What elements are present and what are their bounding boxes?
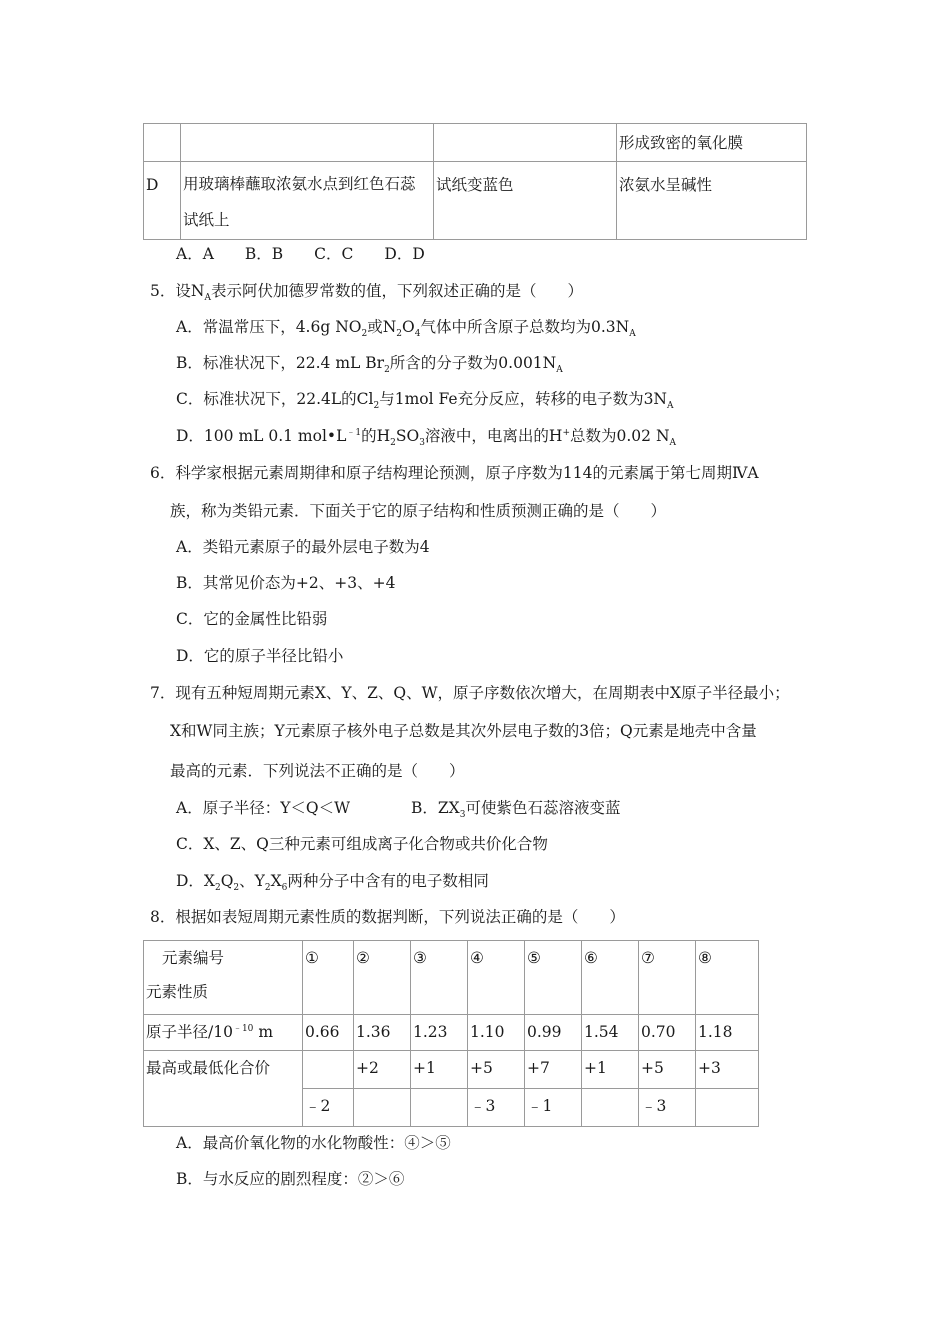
min-valence: ﹣2 xyxy=(303,1089,354,1127)
q5-option-c: C．标准状况下，22.4L的$Cl_2$与1mol Fe充分反应，转移的电子数为$3N_A$ xyxy=(176,390,674,412)
q6-option-d: D．它的原子半径比铅小 xyxy=(176,647,344,665)
q7-option-a: A．原子半径：Y＜Q＜W xyxy=(176,799,351,817)
table-cell: 浓氨水呈碱性 xyxy=(617,162,807,240)
radius-value: 0.99 xyxy=(525,1015,582,1051)
radius-label: 原子半径$/10^{﹣10}$ m xyxy=(144,1015,303,1051)
max-valence: +5 xyxy=(639,1051,696,1089)
cell-text: 试纸上 xyxy=(183,211,230,229)
radius-value: 1.23 xyxy=(411,1015,468,1051)
element-number: ⑧ xyxy=(696,941,759,1015)
q5-option-d: D．100 mL 0.1 $mol•L^{﹣1}$的$H_2SO_3$溶液中，电离出的H+总数为0.02 $N_A$ xyxy=(176,427,677,449)
element-number: ⑤ xyxy=(525,941,582,1015)
radius-value: 1.10 xyxy=(468,1015,525,1051)
min-valence: ﹣3 xyxy=(639,1089,696,1127)
min-valence xyxy=(411,1089,468,1127)
header-cell xyxy=(144,941,303,1015)
q5-option-b: B．标准状况下，22.4 mL $Br_2$所含的分子数为$0.001N_A$ xyxy=(176,354,563,376)
q7-stem-line3: 最高的元素．下列说法不正确的是（ ） xyxy=(170,762,465,780)
q7-option-d: D．$X_2Q_2$、$Y_2X_6$两种分子中含有的电子数相同 xyxy=(176,872,489,894)
table-cell xyxy=(181,162,434,240)
table-cell: 形成致密的氧化膜 xyxy=(617,124,807,162)
table-cell xyxy=(434,124,617,162)
q7-stem-line2: X和W同主族；Y元素原子核外电子总数是其次外层电子数的3倍；Q元素是地壳中含量 xyxy=(170,722,757,740)
element-number: ④ xyxy=(468,941,525,1015)
radius-value: 0.70 xyxy=(639,1015,696,1051)
q6-option-a: A．类铅元素原子的最外层电子数为4 xyxy=(176,538,430,556)
element-number: ⑦ xyxy=(639,941,696,1015)
q7-option-b: B．$ZX_3$可使紫色石蕊溶液变蓝 xyxy=(411,799,621,821)
min-valence: ﹣3 xyxy=(468,1089,525,1127)
element-number: ③ xyxy=(411,941,468,1015)
element-number: ① xyxy=(303,941,354,1015)
radius-value: 1.36 xyxy=(354,1015,411,1051)
max-valence: +1 xyxy=(411,1051,468,1089)
q6-stem-line1: 6．科学家根据元素周期律和原子结构理论预测，原子序数为114的元素属于第七周期ⅣA xyxy=(150,464,759,482)
min-valence xyxy=(354,1089,411,1127)
header-top-label: 元素编号 xyxy=(162,949,225,967)
max-valence: +7 xyxy=(525,1051,582,1089)
table-cell xyxy=(144,124,181,162)
q8-stem: 8．根据如表短周期元素性质的数据判断，下列说法正确的是（ ） xyxy=(150,908,625,926)
max-valence: +1 xyxy=(582,1051,639,1089)
element-number: ⑥ xyxy=(582,941,639,1015)
radius-value: 0.66 xyxy=(303,1015,354,1051)
radius-value: 1.54 xyxy=(582,1015,639,1051)
element-property-table xyxy=(143,940,759,1127)
q5-stem: 5．设$N_A$表示阿伏加德罗常数的值，下列叙述正确的是（ ） xyxy=(150,282,583,304)
q6-option-c: C．它的金属性比铅弱 xyxy=(176,610,328,628)
q5-option-a: A．常温常压下，4.6g $NO_2$或$N_2O_4$气体中所含原子总数均为$0.3N_A$ xyxy=(176,318,636,340)
min-valence xyxy=(582,1089,639,1127)
q8-option-b: B．与水反应的剧烈程度：②＞⑥ xyxy=(176,1170,405,1188)
q7-stem-line1: 7．现有五种短周期元素X、Y、Z、Q、W，原子序数依次增大，在周期表中X原子半径最小； xyxy=(150,684,790,702)
max-valence: +2 xyxy=(354,1051,411,1089)
header-bottom-label: 元素性质 xyxy=(146,983,209,1001)
min-valence: ﹣1 xyxy=(525,1089,582,1127)
cell-text: 用玻璃棒蘸取浓氨水点到红色石蕊 xyxy=(183,175,416,193)
q4-options: A．A B．B C．C D．D xyxy=(176,245,425,263)
q6-stem-line2: 族，称为类铅元素．下面关于它的原子结构和性质预测正确的是（ ） xyxy=(170,502,667,520)
table-cell xyxy=(181,124,434,162)
max-valence: +5 xyxy=(468,1051,525,1089)
radius-value: 1.18 xyxy=(696,1015,759,1051)
min-valence xyxy=(696,1089,759,1127)
max-valence: +3 xyxy=(696,1051,759,1089)
element-number: ② xyxy=(354,941,411,1015)
valence-label: 最高或最低化合价 xyxy=(144,1051,303,1127)
answer-table-q4 xyxy=(143,123,807,240)
q8-option-a: A．最高价氧化物的水化物酸性：④＞⑤ xyxy=(176,1134,451,1152)
q7-option-c: C．X、Z、Q三种元素可组成离子化合物或共价化合物 xyxy=(176,835,548,853)
q6-option-b: B．其常见价态为+2、+3、+4 xyxy=(176,574,396,592)
max-valence xyxy=(303,1051,354,1089)
table-cell: 试纸变蓝色 xyxy=(434,162,617,240)
table-cell: D xyxy=(144,162,181,240)
